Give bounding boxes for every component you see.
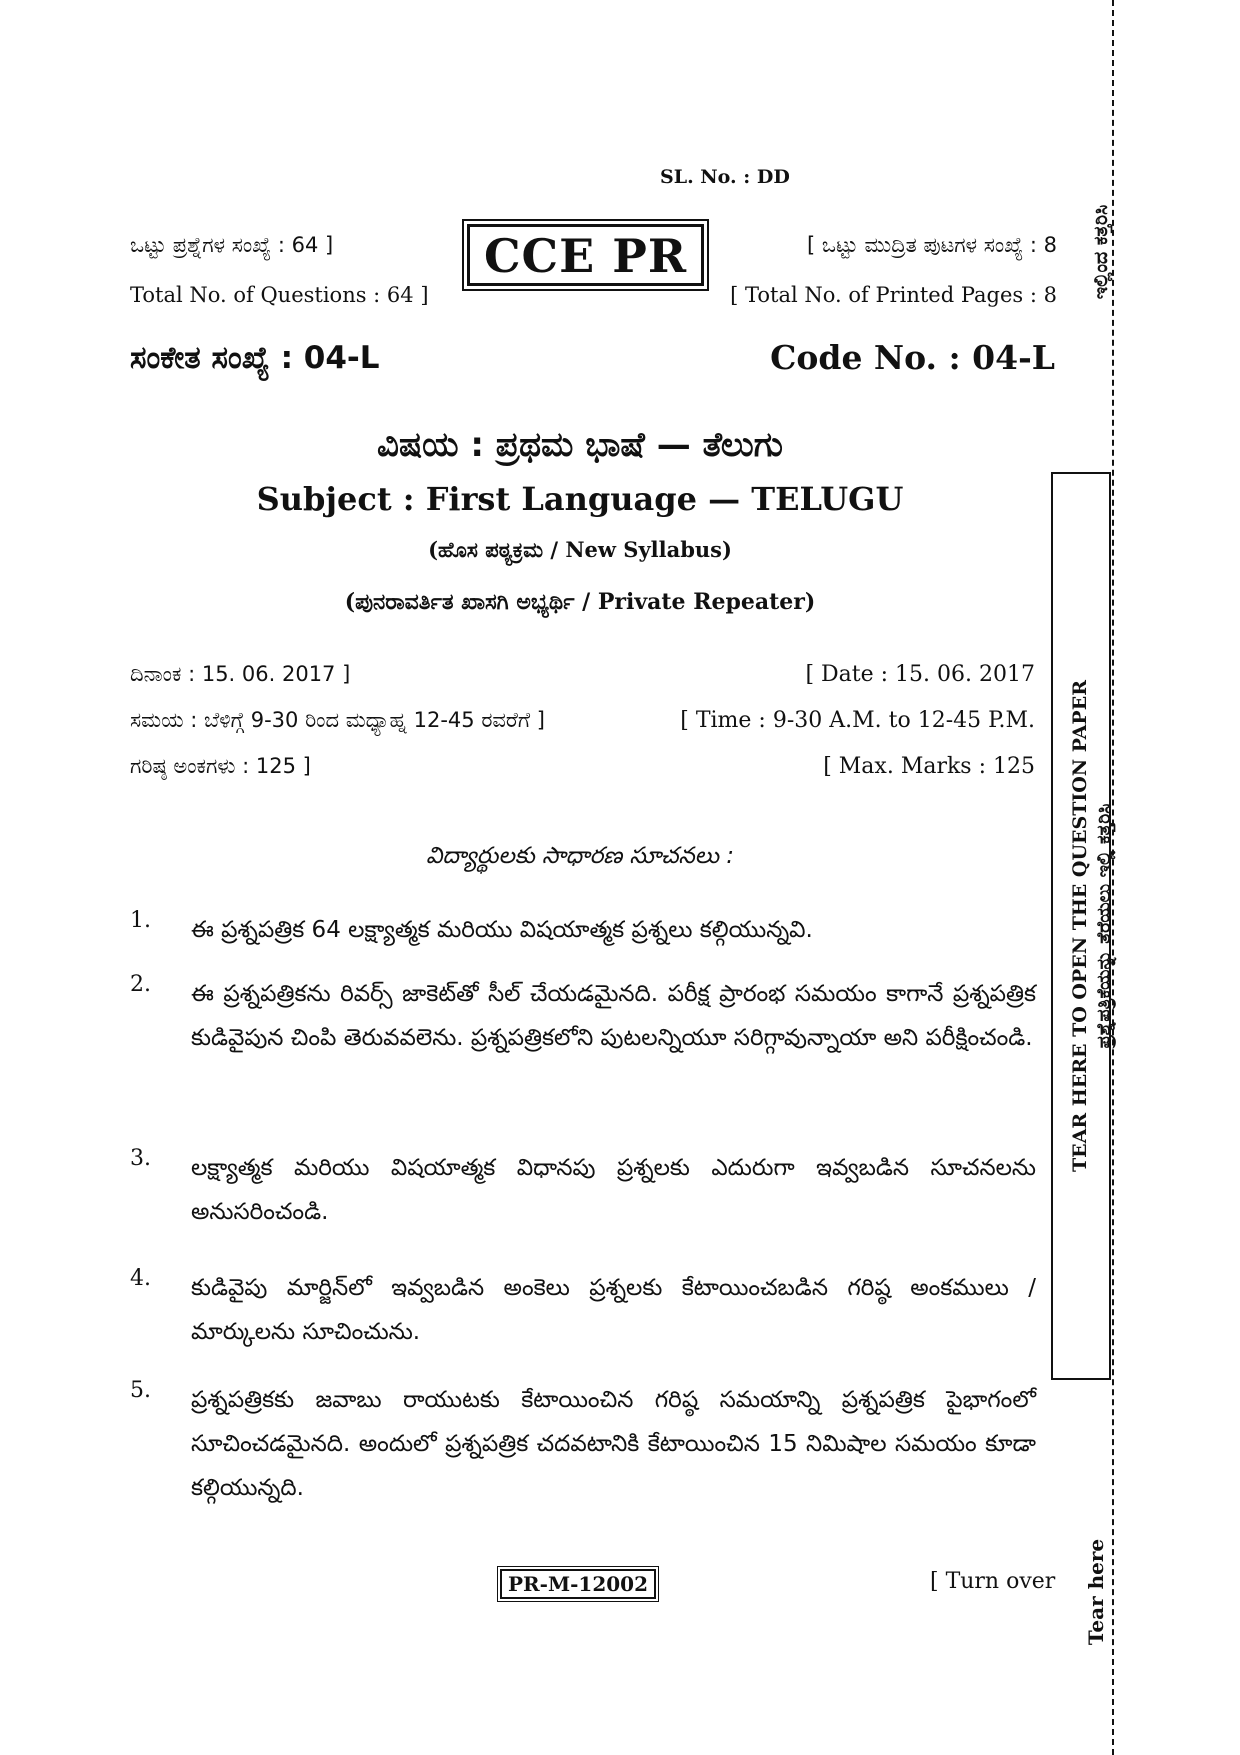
instruction-item [130, 972, 1036, 1060]
serial-number: SL. No. : DD [660, 166, 790, 188]
paper-code-box: PR-M-12002 [500, 1569, 656, 1599]
code-number-english: Code No. : 04-L [770, 338, 1055, 377]
logo-text: CCE PR [483, 229, 688, 283]
instruction-item [130, 1378, 1036, 1510]
instruction-text: ఈ ప్రశ్నపత్రిక 64 లక్ష్యాత్మక మరియు విషయాత్మక ప్రశ్నలు కల్గియున్నవి. [191, 917, 813, 943]
instruction-item [130, 908, 1036, 952]
pages-count-kannada: [ ಒಟ್ಟು ಮುದ್ರಿತ ಪುಟಗಳ ಸಂಖ್ಯೆ : 8 [806, 233, 1057, 257]
date-kannada: ದಿನಾಂಕ : 15. 06. 2017 ] [130, 662, 351, 686]
subject-english: Subject : First Language — TELUGU [256, 480, 904, 518]
questions-count-english: Total No. of Questions : 64 ] [130, 283, 429, 307]
cce-pr-logo [467, 224, 704, 286]
instruction-number: 4. [130, 1266, 151, 1291]
turn-over-label: [ Turn over [930, 1569, 1056, 1594]
time-english: [ Time : 9-30 A.M. to 12-45 P.M. [680, 708, 1035, 733]
instructions-heading: విద్యార్థులకు సాధారణ సూచనలు : [425, 843, 735, 869]
tear-top-kannada-text: ಇಲ್ಲಿಂದ ಕತ್ತರಿಸಿ [1090, 204, 1112, 300]
syllabus-label: (ಹೊಸ ಪಠ್ಯಕ್ರಮ / New Syllabus) [428, 537, 732, 562]
candidate-type: (ಪುನರಾವರ್ತಿತ ಖಾಸಗಿ ಅಭ್ಯರ್ಥಿ / Private Repeater) [344, 589, 816, 615]
max-marks-english: [ Max. Marks : 125 [823, 754, 1035, 779]
instruction-text: ఈ ప్రశ్నపత్రికను రివర్స్ జాకెట్‌తో సీల్ చేయడమైనది. పరీక్ష ప్రారంభ సమయం కాగానే ప్రశ్నపత్రిక కుడివైపున చింపి తెరువవలెను. ప్రశ్నపత్రికలోని పుటలన్నియూ సరిగ్గావున్నాయా అని పరీక్షించండి. [191, 981, 1036, 1051]
tear-instruction-english-text: TEAR HERE TO OPEN THE QUESTION PAPER [1069, 680, 1091, 1172]
instruction-text: కుడివైపు మార్జిన్‌లో ఇవ్వబడిన అంకెలు ప్రశ్నలకు కేటాయించబడిన గరిష్ఠ అంకములు / మార్కులను సూచించును. [191, 1275, 1036, 1345]
instruction-text: లక్ష్యాత్మక మరియు విషయాత్మక విధానపు ప్రశ్నలకు ఎదురుగా ఇవ్వబడిన సూచనలను అనుసరించండి. [191, 1155, 1036, 1225]
time-kannada: ಸಮಯ : ಬೆಳಿಗ್ಗೆ 9-30 ರಿಂದ ಮಧ್ಯಾಹ್ನ 12-45 ರವರೆಗೆ ] [130, 708, 545, 732]
instruction-number: 2. [130, 972, 151, 997]
date-english: [ Date : 15. 06. 2017 [805, 662, 1035, 687]
subject-kannada: ವಿಷಯ : ಪ್ರಥಮ ಭಾಷೆ — ತೆಲುಗು [377, 425, 783, 465]
instruction-item [130, 1146, 1036, 1234]
max-marks-kannada: ಗರಿಷ್ಠ ಅಂಕಗಳು : 125 ] [130, 754, 311, 778]
questions-count-kannada: ಒಟ್ಟು ಪ್ರಶ್ನೆಗಳ ಸಂಖ್ಯೆ : 64 ] [130, 233, 334, 257]
instruction-number: 5. [130, 1378, 151, 1403]
tear-instruction-kannada-text: ಪ್ರಶ್ನೆಪತ್ರಿಕೆಯನ್ನು ತೆರೆಯಲು ಇಲ್ಲಿ ಕತ್ತರಿಸಿ [1093, 803, 1115, 1049]
pages-count-english: [ Total No. of Printed Pages : 8 [730, 283, 1057, 307]
instruction-number: 1. [130, 908, 151, 933]
instruction-number: 3. [130, 1146, 151, 1171]
tear-here-text: Tear here [1084, 1538, 1108, 1646]
instruction-item [130, 1266, 1036, 1354]
code-number-kannada: ಸಂಕೇತ ಸಂಖ್ಯೆ : 04-L [130, 340, 380, 376]
instruction-text: ప్రశ్నపత్రికకు జవాబు రాయుటకు కేటాయించిన గరిష్ఠ సమయాన్ని ప్రశ్నపత్రిక పైభాగంలో సూచించడమైనది. అందులో ప్రశ్నపత్రిక చదవటానికి కేటాయించిన 15 నిమిషాల సమయం కూడా కల్గియున్నది. [191, 1387, 1036, 1501]
